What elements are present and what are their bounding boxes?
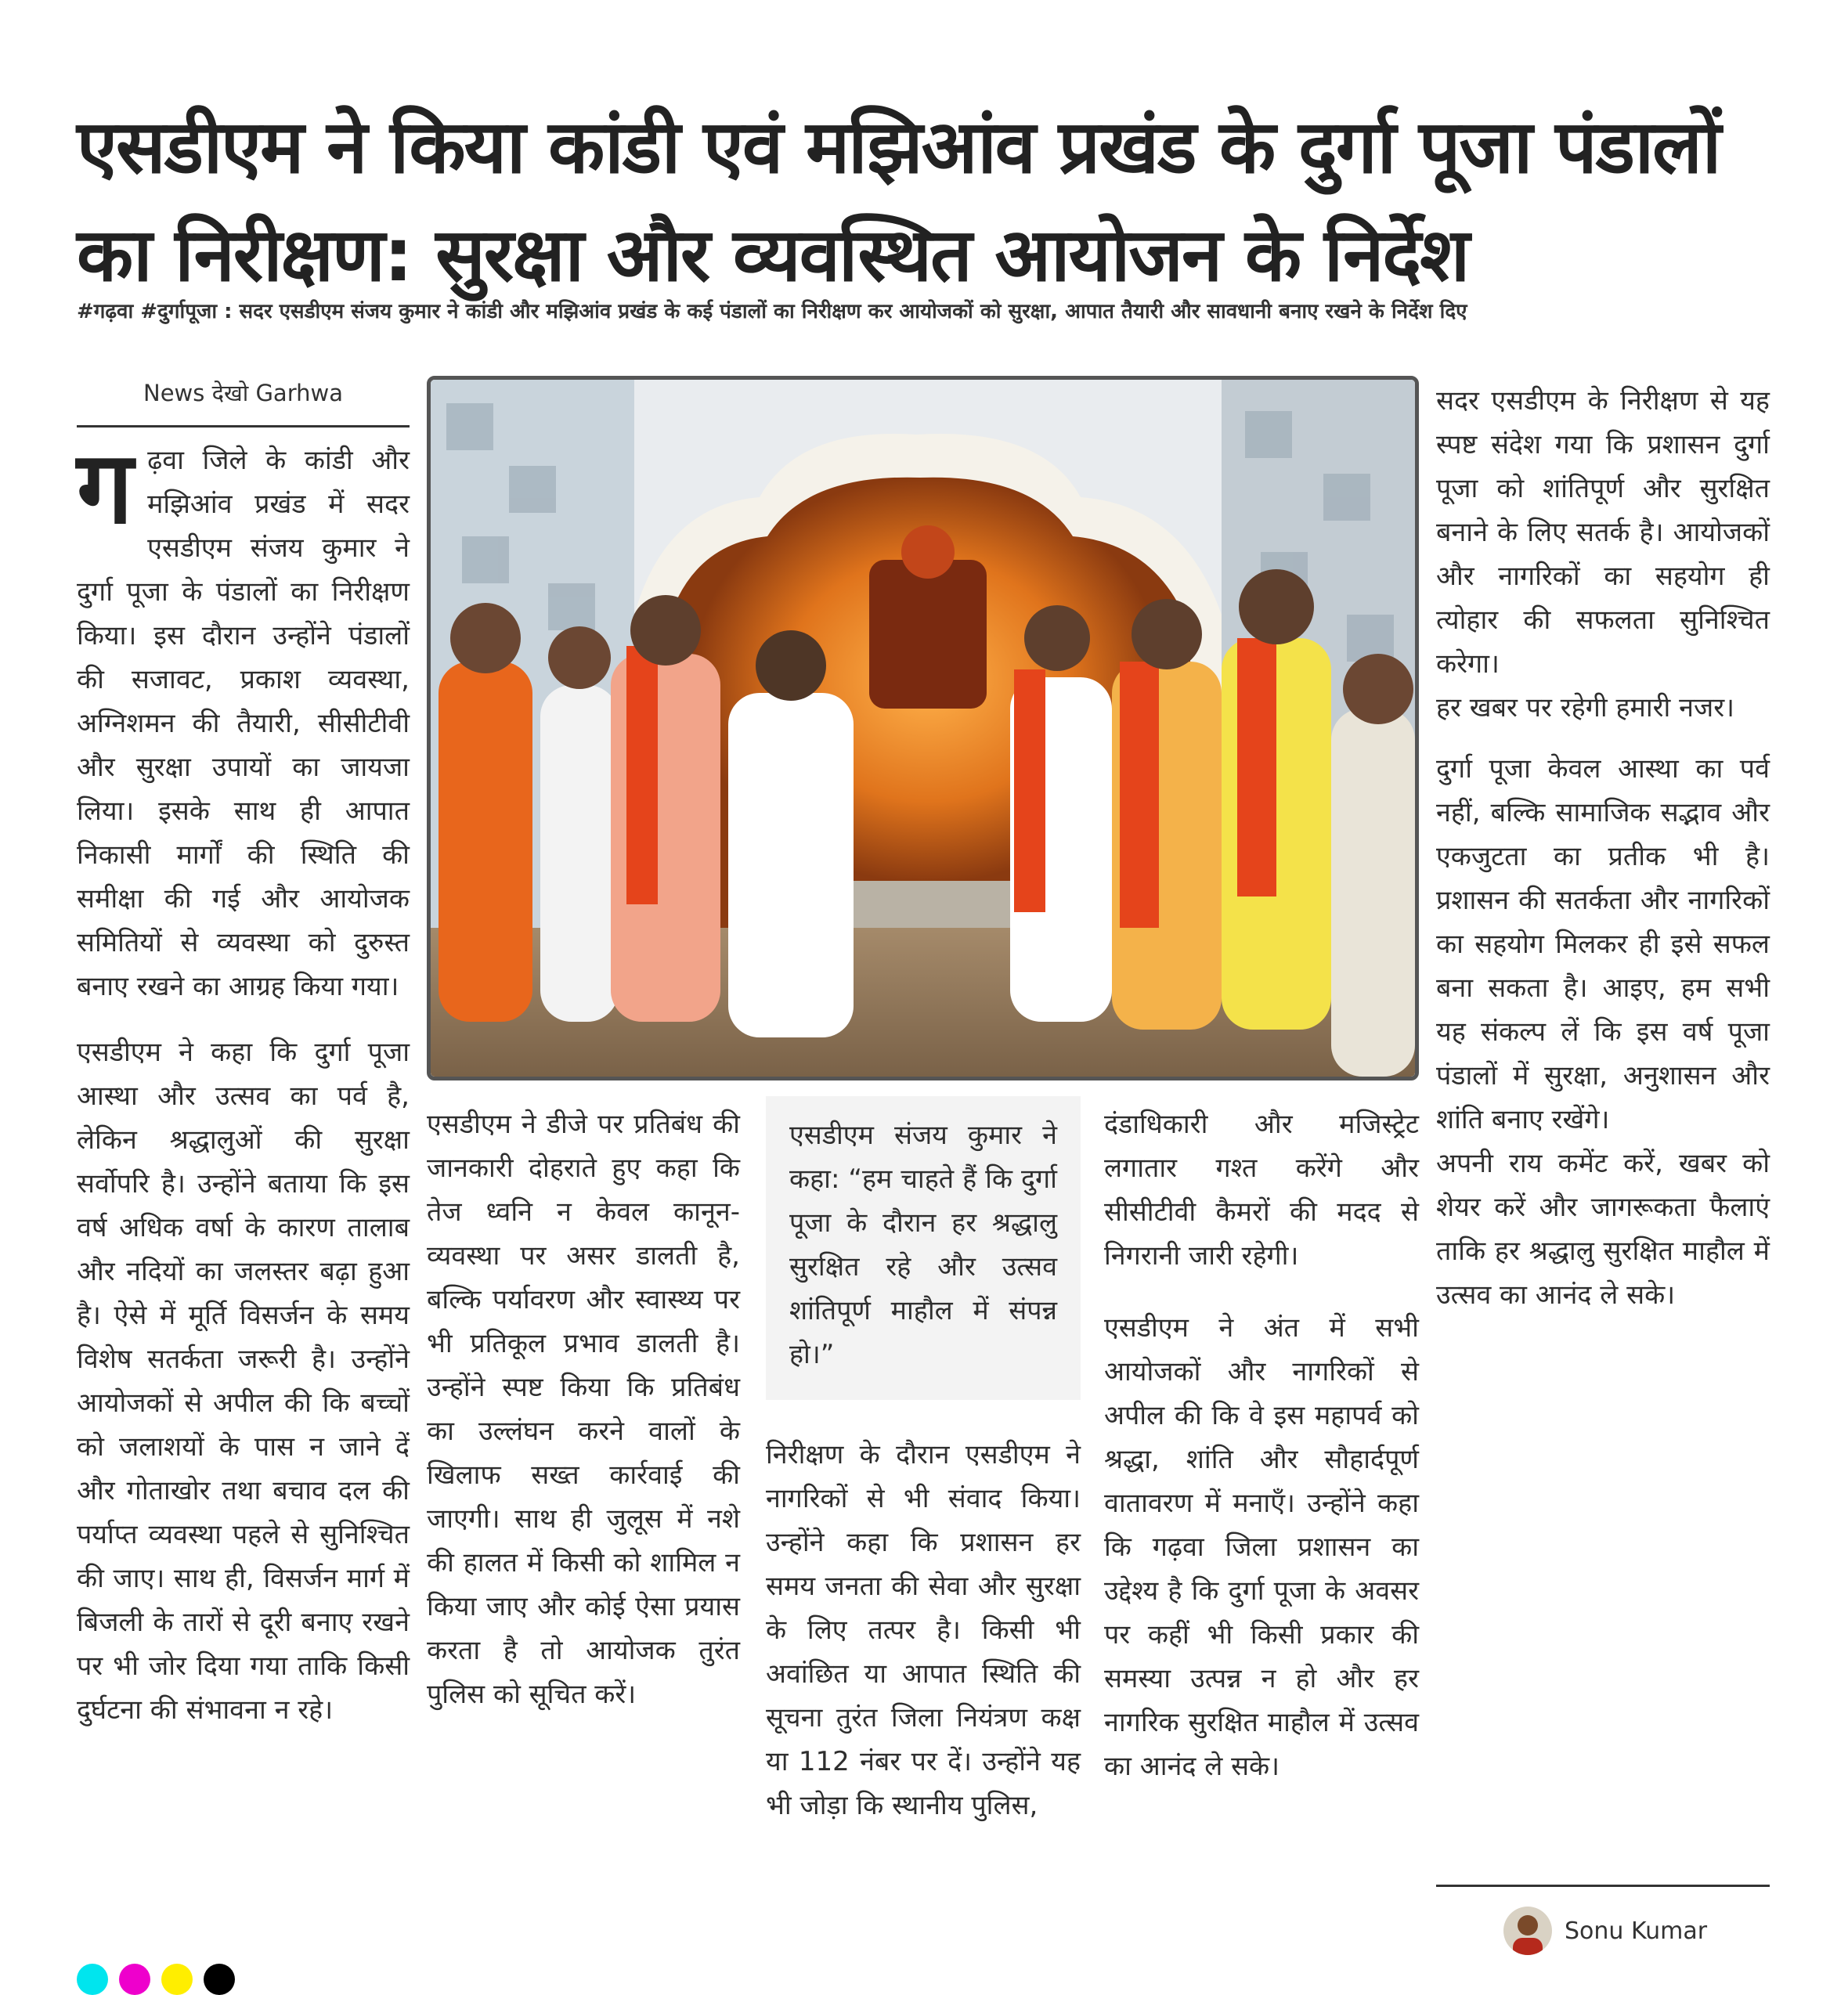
paragraph: निरीक्षण के दौरान एसडीएम ने नागरिकों से भी संवाद किया। उन्होंने कहा कि प्रशासन हर समय जनता की सेवा और सुरक्षा के लिए तत्पर है। किसी भी अवांछित या आपात स्थिति की सूचना तुरंत जिला नियंत्रण कक्ष या 112 नंबर पर दें। उन्होंने यह भी जोड़ा कि स्थानीय पुलिस,	[766, 1439, 1081, 1821]
article-column-1	[77, 430, 410, 1748]
paragraph: एसडीएम ने डीजे पर प्रतिबंध की जानकारी दोहराते हुए कहा कि तेज ध्वनि न केवल कानून-व्यवस्था पर असर डालती है, बल्कि पर्यावरण और स्वास्थ्य पर भी प्रतिकूल प्रभाव डालती है। उन्होंने स्पष्ट किया कि प्रतिबंध का उल्लंघन करने वालों के खिलाफ सख्त कार्रवाई की जाएगी। साथ ही जुलूस में नशे की हालत में किसी को शामिल न किया जाए और कोई ऐसा प्रयास करता है तो आयोजक तुरंत पुलिस को सूचित करें।	[427, 1109, 740, 1710]
paragraph: सदर एसडीएम के निरीक्षण से यह स्पष्ट संदेश गया कि प्रशासन दुर्गा पूजा को शांतिपूर्ण और सुरक्षित बनाने के लिए सतर्क है। आयोजकों और नागरिकों का सहयोग ही त्योहार की सफलता सुनिश्चित करेगा।	[1436, 385, 1770, 680]
magenta-dot	[119, 1964, 150, 1995]
summary-line: #गढ़वा #दुर्गापूजा : सदर एसडीएम संजय कुमार ने कांडी और मझिआंव प्रखंड के कई पंडालों का निरीक्षण कर आयोजकों को सुरक्षा, आपात तैयारी और सावधानी बनाए रखने के निर्देश दिए	[77, 300, 1467, 323]
lead-photo	[427, 376, 1419, 1080]
source-byline: News देखो Garhwa	[77, 377, 410, 428]
article-column-5	[1436, 379, 1770, 1333]
drop-cap: ग	[77, 430, 134, 547]
article-column-3	[766, 1433, 1081, 1843]
author-name: Sonu Kumar	[1565, 1917, 1708, 1945]
author-credit	[1503, 1907, 1707, 1955]
paragraph: एसडीएम ने कहा कि दुर्गा पूजा आस्था और उत्सव का पर्व है, लेकिन श्रद्धालुओं की सुरक्षा सर्वोपरि है। उन्होंने बताया कि इस वर्ष अधिक वर्षा के कारण तालाब और नदियों का जलस्तर बढ़ा हुआ है। ऐसे में मूर्ति विसर्जन के समय विशेष सतर्कता जरूरी है। उन्होंने आयोजकों से अपील की कि बच्चों को जलाशयों के पास न जाने दें और गोताखोर तथा बचाव दल की पर्याप्त व्यवस्था पहले से सुनिश्चित की जाए। साथ ही, विसर्जन मार्ग में बिजली के तारों से दूरी बनाए रखने पर भी जोर दिया गया ताकि किसी दुर्घटना की संभावना न रहे।	[77, 1037, 410, 1726]
paragraph: अपनी राय कमेंट करें, खबर को शेयर करें और जागरूकता फैलाएं ताकि हर श्रद्धालु सुरक्षित माहौल में उत्सव का आनंद ले सके।	[1436, 1148, 1770, 1311]
headline: एसडीएम ने किया कांडी एवं मझिआंव प्रखंड के दुर्गा पूजा पंडालों का निरीक्षण: सुरक्षा और व्यवस्थित आयोजन के निर्देश	[77, 105, 1720, 298]
paragraph: दंडाधिकारी और मजिस्ट्रेट लगातार गश्त करेंगे और सीसीटीवी कैमरों की मदद से निगरानी जारी रहेगी।	[1104, 1109, 1419, 1272]
yellow-dot	[161, 1964, 193, 1995]
article-column-2	[427, 1102, 740, 1732]
paragraph: हर खबर पर रहेगी हमारी नजर।	[1436, 692, 1735, 723]
article-column-4	[1104, 1102, 1419, 1804]
author-divider	[1436, 1885, 1770, 1887]
black-dot	[204, 1964, 235, 1995]
cyan-dot	[77, 1964, 108, 1995]
pull-quote: एसडीएम संजय कुमार ने कहा: “हम चाहते हैं कि दुर्गा पूजा के दौरान हर श्रद्धालु सुरक्षित रहे और उत्सव शांतिपूर्ण माहौल में संपन्न हो।”	[766, 1096, 1081, 1400]
paragraph	[77, 430, 410, 1008]
paragraph: एसडीएम ने अंत में सभी आयोजकों और नागरिकों से अपील की कि वे इस महापर्व को श्रद्धा, शांति और सौहार्दपूर्ण वातावरण में मनाएँ। उन्होंने कहा कि गढ़वा जिला प्रशासन का उद्देश्य है कि दुर्गा पूजा के अवसर पर कहीं भी किसी प्रकार की समस्या उत्पन्न न हो और हर नागरिक सुरक्षित माहौल में उत्सव का आनंद ले सके।	[1104, 1312, 1419, 1782]
avatar	[1503, 1907, 1552, 1955]
paragraph-text: ढ़वा जिले के कांडी और मझिआंव प्रखंड में सदर एसडीएम संजय कुमार ने दुर्गा पूजा के पंडालों का निरीक्षण किया। इस दौरान उन्होंने पंडालों की सजावट, प्रकाश व्यवस्था, अग्निशमन की तैयारी, सीसीटीवी और सुरक्षा उपायों का जायजा लिया। इसके साथ ही आपात निकासी मार्गों की स्थिति की समीक्षा की गई और आयोजक समितियों से व्यवस्था को दुरुस्त बनाए रखने का आग्रह किया गया।	[77, 445, 410, 1002]
paragraph: दुर्गा पूजा केवल आस्था का पर्व नहीं, बल्कि सामाजिक सद्भाव और एकजुटता का प्रतीक भी है। प्रशासन की सतर्कता और नागरिकों का सहयोग मिलकर ही इसे सफल बना सकता है। आइए, हम सभी यह संकल्प लें कि इस वर्ष पूजा पंडालों में सुरक्षा, अनुशासन और शांति बनाए रखेंगे।	[1436, 753, 1770, 1135]
print-color-marks	[77, 1964, 235, 1995]
